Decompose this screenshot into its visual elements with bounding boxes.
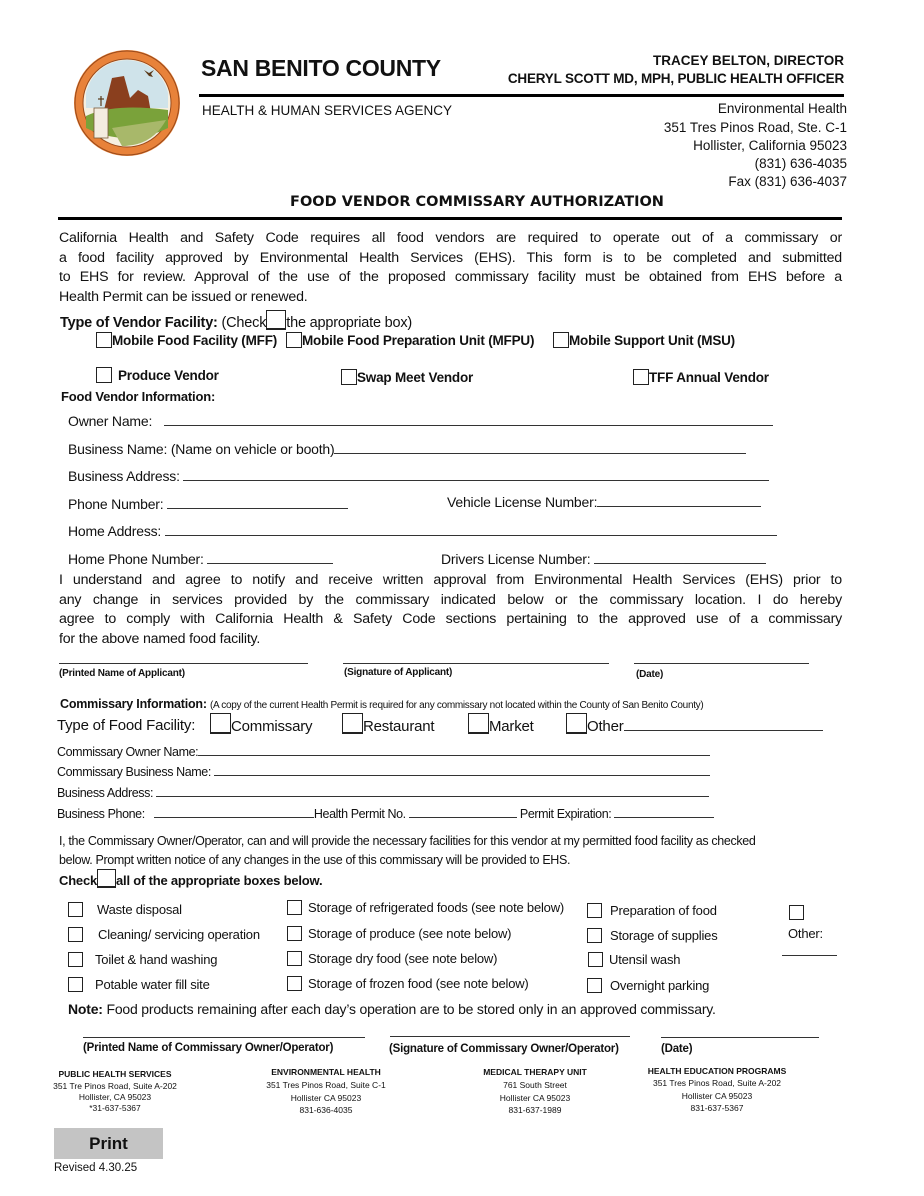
applicant-name-line[interactable] — [59, 663, 308, 664]
field-label: Home Phone Number: — [68, 551, 204, 567]
office-line: 831-636-4035 — [299, 1105, 353, 1115]
service-label: Overnight parking — [610, 978, 710, 993]
service-waste-disposal[interactable] — [68, 902, 182, 917]
vendor-type-hint-after: the appropriate box) — [286, 315, 413, 331]
facility-type-row — [57, 717, 195, 734]
example-checkbox — [97, 869, 116, 888]
option-label: Mobile Food Facility (MFF) — [112, 333, 278, 348]
business-address-input[interactable] — [183, 480, 769, 481]
service-utensil-wash[interactable] — [588, 952, 680, 967]
checkbox[interactable] — [287, 951, 302, 966]
checkbox[interactable] — [588, 952, 603, 967]
service-other-checkbox[interactable] — [789, 902, 804, 921]
checkbox[interactable] — [553, 332, 569, 348]
service-other-input[interactable] — [782, 955, 837, 956]
permit-expiration-input[interactable] — [614, 817, 714, 818]
field-label: Commissary Owner Name: — [57, 745, 199, 759]
field-label: Vehicle License Number: — [447, 494, 598, 510]
intro-line: California Health and Safety Code requires all food vendors are required to operate out of a commissary or — [59, 230, 842, 246]
commissary-address-input[interactable] — [156, 796, 709, 797]
field-label: Owner Name: — [68, 413, 153, 429]
checkbox[interactable] — [587, 903, 602, 918]
vendor-option-swap-meet[interactable] — [341, 369, 473, 385]
office-line: Hollister CA 95023 — [499, 1092, 571, 1103]
agreement-line: for the above named food facility. — [59, 630, 261, 647]
office-name: HEALTH EDUCATION PROGRAMS — [647, 1066, 787, 1076]
service-label: Storage of frozen food (see note below) — [308, 976, 529, 991]
agreement-paragraph — [59, 571, 842, 649]
checkbox[interactable] — [587, 928, 602, 943]
service-frozen[interactable] — [287, 976, 529, 991]
form-title: FOOD VENDOR COMMISSARY AUTHORIZATION — [290, 194, 664, 210]
vendor-option-msu[interactable] — [553, 332, 735, 348]
print-button[interactable]: Print — [54, 1128, 163, 1159]
permit-expiration-label: Permit Expiration: — [519, 807, 612, 821]
checkbox[interactable] — [68, 952, 83, 967]
commissary-statement — [59, 832, 755, 870]
office-line: 351 Tres Pinos Road, Suite A-202 — [652, 1078, 782, 1088]
office-line: 831-637-1989 — [508, 1105, 562, 1115]
checkbox[interactable] — [287, 926, 302, 941]
service-label: Storage of produce (see note below) — [308, 926, 512, 941]
service-cleaning[interactable] — [68, 927, 260, 942]
dept-name: Environmental Health — [717, 101, 847, 116]
option-label: Restaurant — [363, 718, 435, 735]
owner-name-input[interactable] — [164, 425, 773, 426]
drivers-license-field[interactable] — [441, 551, 766, 567]
county-name: SAN BENITO COUNTY — [201, 55, 441, 81]
check-label-after: all of the appropriate boxes below. — [116, 873, 323, 888]
checkbox[interactable] — [566, 713, 587, 734]
owner-date-line[interactable] — [661, 1037, 819, 1038]
office-environmental-health — [256, 1066, 396, 1117]
option-label: Produce Vendor — [118, 368, 219, 383]
checkbox[interactable] — [342, 713, 363, 734]
checkbox[interactable] — [287, 976, 302, 991]
note-label: Note: — [68, 1001, 103, 1017]
checkbox[interactable] — [96, 367, 112, 383]
checkbox[interactable] — [587, 978, 602, 993]
dept-address2: Hollister, California 95023 — [693, 138, 847, 153]
office-line: 831-637-5367 — [690, 1103, 744, 1113]
field-label: Business Address: — [68, 468, 180, 484]
field-label: Business Address: — [57, 786, 154, 800]
dept-phone: (831) 636-4035 — [754, 156, 847, 171]
field-label: Drivers License Number: — [441, 551, 591, 567]
office-line: Hollister CA 95023 — [290, 1092, 362, 1103]
checkbox[interactable] — [68, 927, 83, 942]
owner-name-line[interactable] — [83, 1037, 365, 1038]
office-line: 351 Tre Pinos Road, Suite A-202 — [53, 1081, 177, 1091]
service-label: Waste disposal — [97, 902, 182, 917]
office-name: MEDICAL THERAPY UNIT — [483, 1067, 587, 1077]
office-line: 351 Tres Pinos Road, Suite C-1 — [266, 1080, 386, 1090]
phone-field[interactable] — [68, 496, 348, 512]
owner-name-field[interactable] — [68, 413, 773, 429]
office-line: 761 South Street — [503, 1080, 567, 1090]
commissary-business-input[interactable] — [214, 775, 710, 776]
drivers-license-input[interactable] — [594, 563, 766, 564]
other-facility-input[interactable] — [624, 730, 823, 731]
vendor-info-heading: Food Vendor Information: — [61, 389, 216, 404]
service-produce[interactable] — [287, 926, 511, 941]
agreement-line: any change in services provided by the commissary indicated below or the commissary location. I do hereby — [59, 591, 842, 608]
service-label: Storage of supplies — [610, 928, 718, 943]
option-label: Market — [489, 718, 534, 735]
owner-signature-caption: (Signature of Commissary Owner/Operator) — [389, 1043, 619, 1055]
health-permit-input[interactable] — [409, 817, 517, 818]
field-label: Commissary Business Name: — [57, 765, 211, 779]
office-line: Hollister CA 95023 — [681, 1090, 753, 1101]
office-health-education — [642, 1065, 792, 1115]
vehicle-license-input[interactable] — [597, 506, 761, 507]
service-other-label: Other: — [788, 926, 823, 941]
applicant-name-caption: (Printed Name of Applicant) — [59, 668, 185, 679]
option-label: Commissary — [231, 718, 313, 735]
facility-option-restaurant[interactable] — [342, 713, 434, 735]
applicant-date-caption: (Date) — [636, 669, 664, 680]
checkbox[interactable] — [96, 332, 112, 348]
service-supplies[interactable] — [587, 928, 718, 943]
county-seal-icon — [72, 48, 182, 158]
home-phone-field[interactable] — [68, 551, 333, 567]
checkbox[interactable] — [68, 977, 83, 992]
service-label: Toilet & hand washing — [95, 952, 218, 967]
home-address-field[interactable] — [68, 523, 777, 539]
intro-line: Health Permit can be issued or renewed. — [59, 288, 308, 305]
owner-signature-line[interactable] — [390, 1036, 630, 1037]
office-line: *31-637-5367 — [89, 1103, 141, 1113]
title-divider — [58, 217, 842, 220]
commissary-note: (A copy of the current Health Permit is required for any commissary not located within the County of San Benito County) — [209, 700, 704, 711]
commissary-heading-row — [60, 697, 703, 711]
commissary-phone-row — [57, 807, 714, 821]
commissary-owner-input[interactable] — [198, 755, 710, 756]
vendor-option-produce[interactable] — [96, 367, 219, 383]
revised-date: Revised 4.30.25 — [54, 1162, 138, 1174]
service-label: Utensil wash — [609, 952, 681, 967]
statement-line: I, the Commissary Owner/Operator, can and will provide the necessary facilities for this vendor at my permitted food facility as checked — [59, 834, 756, 848]
commissary-heading: Commissary Information: — [60, 697, 207, 711]
statement-line: below. Prompt written notice of any changes in the use of this commissary will be provided to EHS. — [59, 853, 571, 867]
office-public-health — [50, 1068, 180, 1114]
check-label: Check — [59, 873, 98, 888]
service-label: Storage of refrigerated foods (see note below) — [308, 900, 565, 915]
owner-date-caption: (Date) — [661, 1043, 693, 1055]
field-label: Phone Number: — [68, 496, 164, 512]
option-label: Mobile Support Unit (MSU) — [569, 333, 735, 348]
business-phone-input[interactable] — [154, 817, 314, 818]
field-label: Business Name: (Name on vehicle or booth) — [68, 441, 335, 457]
agreement-line: agree to comply with California Health & Safety Code sections pertaining to the approved use of a commissary — [59, 611, 842, 628]
storage-note — [68, 1001, 716, 1017]
commissary-business-field[interactable] — [57, 765, 710, 779]
service-label: Storage dry food (see note below) — [308, 951, 498, 966]
office-medical-therapy — [470, 1066, 600, 1117]
facility-type-label: Type of Food Facility: — [57, 717, 196, 734]
service-label: Potable water fill site — [95, 977, 210, 992]
option-label: TFF Annual Vendor — [649, 370, 769, 385]
service-toilet[interactable] — [68, 952, 217, 967]
commissary-owner-field[interactable] — [57, 745, 710, 759]
applicant-signature-line[interactable] — [343, 663, 609, 664]
check-all-row — [59, 869, 322, 888]
county-seal — [72, 48, 182, 158]
checkbox[interactable] — [210, 713, 231, 734]
checkbox[interactable] — [286, 332, 302, 348]
dept-fax: Fax (831) 636-4037 — [728, 174, 847, 189]
vendor-type-hint: (Check — [221, 315, 267, 331]
business-name-field[interactable] — [68, 441, 746, 457]
option-label: Mobile Food Preparation Unit (MFPU) — [302, 333, 535, 348]
business-name-input[interactable] — [334, 453, 746, 454]
home-phone-input[interactable] — [207, 563, 333, 564]
office-name: PUBLIC HEALTH SERVICES — [58, 1069, 172, 1079]
intro-line: to EHS for review. Approval of the use of the proposed commissary facility must be obtained from EHS before a — [59, 269, 842, 286]
agreement-line: I understand and agree to notify and receive written approval from Environmental Health Services (EHS) prior to — [59, 572, 842, 588]
facility-option-commissary[interactable] — [210, 713, 312, 735]
checkbox[interactable] — [633, 369, 649, 385]
vendor-option-tff[interactable] — [633, 369, 769, 385]
facility-option-other[interactable] — [566, 713, 823, 735]
office-line: Hollister, CA 95023 — [78, 1092, 152, 1102]
vendor-option-mfpu[interactable] — [286, 332, 534, 348]
checkbox[interactable] — [68, 902, 83, 917]
service-overnight-parking[interactable] — [587, 978, 709, 993]
dept-address1: 351 Tres Pinos Road, Ste. C-1 — [663, 120, 847, 135]
officer-name: CHERYL SCOTT MD, MPH, PUBLIC HEALTH OFFICER — [507, 71, 844, 86]
checkbox[interactable] — [341, 369, 357, 385]
agency-name: HEALTH & HUMAN SERVICES AGENCY — [202, 103, 453, 118]
service-potable-water[interactable] — [68, 977, 210, 992]
home-address-input[interactable] — [165, 535, 777, 536]
vendor-type-label: Type of Vendor Facility: — [60, 315, 218, 331]
header-divider — [199, 94, 844, 97]
example-checkbox — [266, 310, 286, 330]
service-label: Preparation of food — [610, 903, 717, 918]
checkbox[interactable] — [789, 905, 804, 920]
applicant-signature-caption: (Signature of Applicant) — [344, 667, 453, 678]
option-label: Swap Meet Vendor — [357, 370, 474, 385]
business-address-field[interactable] — [68, 468, 769, 484]
field-label: Home Address: — [68, 523, 162, 539]
commissary-address-field[interactable] — [57, 786, 709, 800]
vehicle-license-field[interactable] — [447, 494, 761, 510]
service-dry-food[interactable] — [287, 951, 497, 966]
checkbox[interactable] — [468, 713, 489, 734]
phone-input[interactable] — [167, 508, 348, 509]
vendor-option-mff[interactable] — [96, 332, 277, 348]
note-text: Food products remaining after each day’s operation are to be stored only in an approved commissary. — [106, 1001, 716, 1017]
office-name: ENVIRONMENTAL HEALTH — [271, 1067, 381, 1077]
owner-name-caption: (Printed Name of Commissary Owner/Operator) — [83, 1042, 334, 1054]
applicant-date-line[interactable] — [634, 663, 809, 664]
intro-line: a food facility approved by Environmental Health Services (EHS). This form is to be completed and submitted — [59, 249, 842, 266]
business-phone-label: Business Phone: — [57, 807, 145, 821]
service-label: Cleaning/ servicing operation — [98, 927, 260, 942]
service-preparation[interactable] — [587, 903, 717, 918]
health-permit-label: Health Permit No. — [313, 807, 406, 821]
facility-option-market[interactable] — [468, 713, 534, 735]
option-label: Other — [587, 718, 624, 735]
checkbox[interactable] — [287, 900, 302, 915]
service-refrigerated[interactable] — [287, 900, 564, 915]
vendor-type-row — [60, 310, 412, 331]
intro-paragraph — [59, 229, 842, 307]
director-name: TRACEY BELTON, DIRECTOR — [652, 53, 844, 68]
